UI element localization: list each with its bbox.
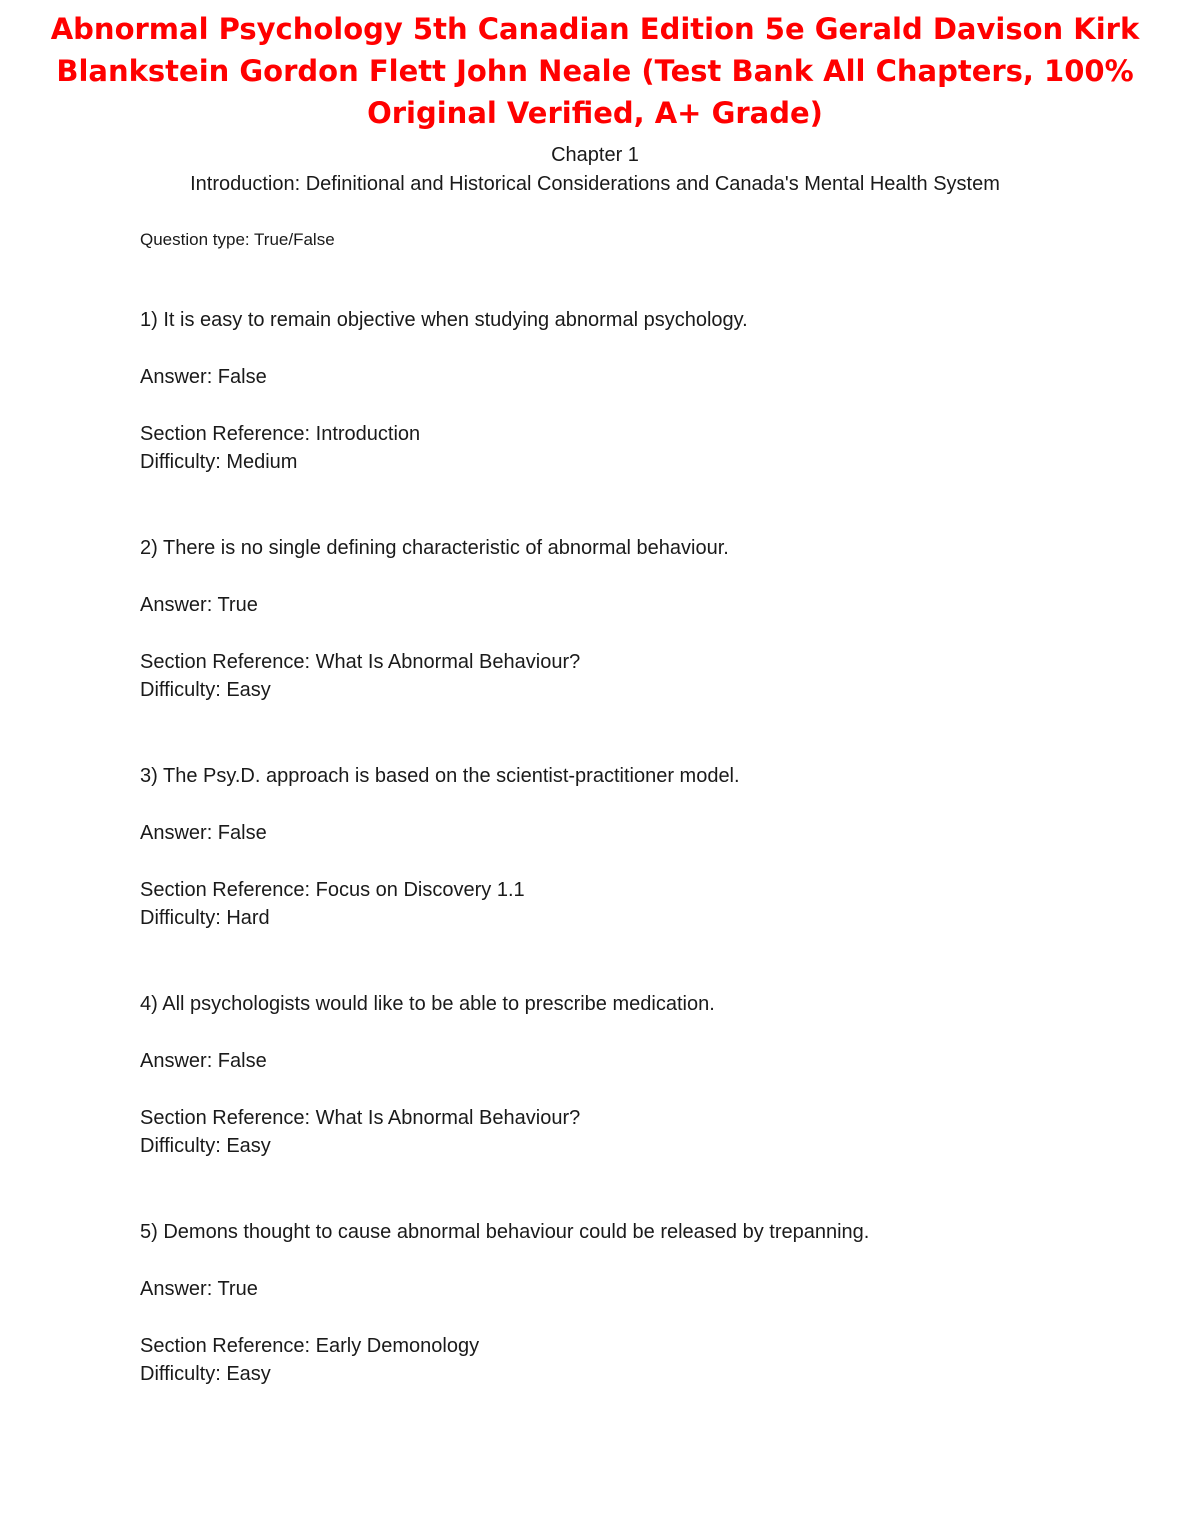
question-section-reference: Section Reference: Focus on Discovery 1.1: [140, 879, 525, 901]
question-answer: Answer: False: [140, 822, 267, 844]
document-title: Abnormal Psychology 5th Canadian Edition 5e Gerald Davison Kirk Blankstein Gordon Flett John Neale (Test Bank All Chapters, 100% Original Verified, A+ Grade): [50, 12, 1140, 130]
question-difficulty: Difficulty: Easy: [140, 1135, 271, 1157]
question-section-reference: Section Reference: Introduction: [140, 423, 421, 445]
question-section-reference: Section Reference: What Is Abnormal Behaviour?: [140, 1107, 581, 1129]
question-difficulty: Difficulty: Medium: [140, 451, 298, 473]
question-text: 4) All psychologists would like to be able to prescribe medication.: [140, 993, 715, 1015]
question-type-label: Question type: True/False: [140, 230, 335, 249]
question-text: 1) It is easy to remain objective when studying abnormal psychology.: [140, 309, 748, 331]
question-text: 3) The Psy.D. approach is based on the scientist-practitioner model.: [140, 765, 740, 787]
question-difficulty: Difficulty: Easy: [140, 679, 271, 701]
question-difficulty: Difficulty: Easy: [140, 1363, 271, 1385]
chapter-subtitle: Introduction: Definitional and Historical Considerations and Canada's Mental Health System: [190, 173, 1000, 195]
question-answer: Answer: True: [140, 1278, 258, 1300]
question-answer: Answer: True: [140, 594, 258, 616]
question-text: 5) Demons thought to cause abnormal behaviour could be released by trepanning.: [140, 1221, 870, 1243]
question-text: 2) There is no single defining characteristic of abnormal behaviour.: [140, 537, 729, 559]
question-difficulty: Difficulty: Hard: [140, 907, 270, 929]
question-answer: Answer: False: [140, 1050, 267, 1072]
question-section-reference: Section Reference: What Is Abnormal Behaviour?: [140, 651, 581, 673]
chapter-heading: Chapter 1: [551, 144, 639, 166]
question-answer: Answer: False: [140, 366, 267, 388]
question-section-reference: Section Reference: Early Demonology: [140, 1335, 480, 1357]
